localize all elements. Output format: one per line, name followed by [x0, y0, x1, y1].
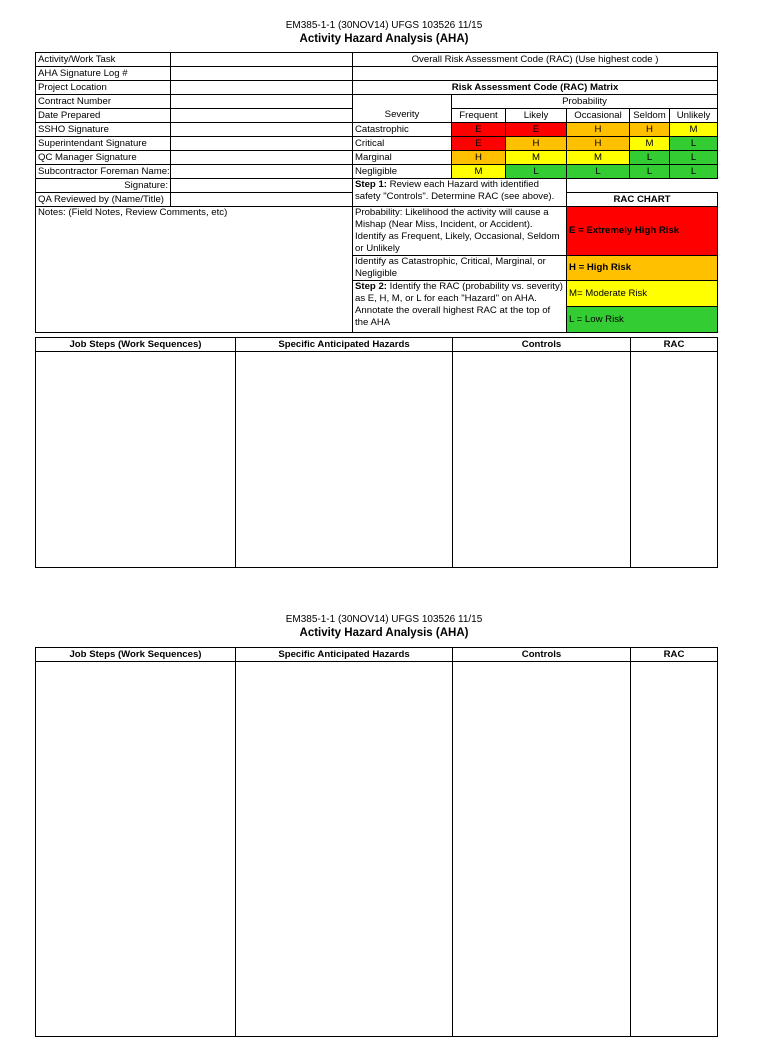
hazards-cell[interactable] — [236, 352, 453, 568]
field-qc-manager-signature-value[interactable] — [171, 151, 353, 165]
field-contract-number-value[interactable] — [171, 95, 353, 109]
aha-form-grid — [35, 52, 718, 333]
rac-cell: L — [567, 165, 630, 179]
field-qa-reviewed-value[interactable] — [171, 193, 353, 207]
job-steps-table — [35, 337, 718, 568]
field-contract-number-label: Contract Number — [36, 95, 171, 109]
rac-cell: L — [630, 151, 670, 165]
hazards-cell[interactable] — [236, 662, 453, 1037]
notes-label: Notes: (Field Notes, Review Comments, etc) — [38, 207, 228, 218]
field-subcontractor-foreman-value[interactable] — [171, 165, 353, 179]
rac-cell-entry[interactable] — [631, 352, 718, 568]
rac-cell: E — [452, 123, 506, 137]
field-superintendant-signature-label: Superintendant Signature — [36, 137, 171, 151]
rac-cell: H — [630, 123, 670, 137]
field-qa-reviewed-label: QA Reviewed by (Name/Title) — [36, 193, 171, 207]
field-qc-manager-signature-label: QC Manager Signature — [36, 151, 171, 165]
field-project-location-value[interactable] — [171, 81, 353, 95]
step2-text — [353, 281, 567, 333]
rac-cell: L — [506, 165, 567, 179]
form-code: EM385-1-1 (30NOV14) UFGS 103526 11/15 — [285, 20, 483, 31]
col-rac: RAC — [631, 648, 718, 662]
field-signature-label: Signature: — [36, 179, 171, 193]
controls-cell[interactable] — [453, 662, 631, 1037]
rac-chart-h: H = High Risk — [567, 256, 718, 281]
step1-spacer — [567, 179, 718, 193]
rac-cell: M — [670, 123, 718, 137]
field-ssho-signature-label: SSHO Signature — [36, 123, 171, 137]
rac-cell: H — [452, 151, 506, 165]
rac-cell: H — [506, 137, 567, 151]
field-signature-log-label: AHA Signature Log # — [36, 67, 171, 81]
field-project-location-label: Project Location — [36, 81, 171, 95]
col-hazards: Specific Anticipated Hazards — [236, 648, 453, 662]
prob-col-occasional: Occasional — [567, 109, 630, 123]
rac-cell: H — [567, 137, 630, 151]
step1-body: Review each Hazard with identified safety "Controls". Determine RAC (see above). — [355, 179, 555, 202]
col-controls: Controls — [453, 338, 631, 352]
step2-body: Identify the RAC (probability vs. severity) as E, H, M, or L for each "Hazard" on AHA. Annotate the overall highest RAC at the top of the AHA — [355, 281, 563, 328]
rac-chart-l: L = Low Risk — [567, 307, 718, 333]
step2-heading: Step 2: — [355, 281, 387, 292]
rac-cell: L — [670, 137, 718, 151]
field-superintendant-signature-value[interactable] — [171, 137, 353, 151]
field-ssho-signature-value[interactable] — [171, 123, 353, 137]
severity-label: Severity — [353, 109, 452, 123]
step1-text — [353, 179, 567, 207]
rac-cell: M — [506, 151, 567, 165]
notes-area[interactable] — [36, 207, 353, 333]
matrix-corner — [353, 95, 452, 109]
overall-rac-value[interactable] — [353, 67, 718, 81]
rac-cell: E — [452, 137, 506, 151]
rac-cell: M — [567, 151, 630, 165]
form-title-page2: Activity Hazard Analysis (AHA) — [299, 627, 469, 639]
prob-col-unlikely: Unlikely — [670, 109, 718, 123]
prob-col-frequent: Frequent — [452, 109, 506, 123]
severity-text: Identify as Catastrophic, Critical, Marginal, or Negligible — [353, 256, 567, 281]
job-steps-table-page2 — [35, 647, 718, 1037]
col-rac: RAC — [631, 338, 718, 352]
severity-row-catastrophic: Catastrophic — [353, 123, 452, 137]
field-date-prepared-value[interactable] — [171, 109, 353, 123]
rac-cell: M — [630, 137, 670, 151]
form-title: Activity Hazard Analysis (AHA) — [299, 33, 469, 45]
rac-chart-m: M= Moderate Risk — [567, 281, 718, 307]
rac-cell: H — [567, 123, 630, 137]
severity-row-negligible: Negligible — [353, 165, 452, 179]
field-activity-value[interactable] — [171, 53, 353, 67]
rac-cell: L — [670, 165, 718, 179]
col-job-steps: Job Steps (Work Sequences) — [36, 648, 236, 662]
rac-cell: E — [506, 123, 567, 137]
severity-row-marginal: Marginal — [353, 151, 452, 165]
probability-text: Probability: Likelihood the activity will cause a Mishap (Near Miss, Incident, or Accident). Identify as Frequent, Likely, Occasional, Seldom or Unlikely — [353, 207, 567, 256]
col-job-steps: Job Steps (Work Sequences) — [36, 338, 236, 352]
rac-cell-entry[interactable] — [631, 662, 718, 1037]
overall-rac-label: Overall Risk Assessment Code (RAC) (Use highest code ) — [353, 53, 718, 67]
rac-chart-e: E = Extremely High Risk — [567, 207, 718, 256]
form-code-page2: EM385-1-1 (30NOV14) UFGS 103526 11/15 — [285, 614, 483, 625]
rac-chart-title: RAC CHART — [567, 193, 718, 207]
rac-cell: L — [630, 165, 670, 179]
field-subcontractor-foreman-label: Subcontractor Foreman Name: — [36, 165, 171, 179]
rac-cell: L — [670, 151, 718, 165]
severity-row-critical: Critical — [353, 137, 452, 151]
matrix-title: Risk Assessment Code (RAC) Matrix — [353, 81, 718, 95]
col-hazards: Specific Anticipated Hazards — [236, 338, 453, 352]
step1-heading: Step 1: — [355, 179, 387, 190]
field-date-prepared-label: Date Prepared — [36, 109, 171, 123]
col-controls: Controls — [453, 648, 631, 662]
job-steps-cell[interactable] — [36, 352, 236, 568]
probability-label: Probability — [452, 95, 718, 109]
rac-cell: M — [452, 165, 506, 179]
job-steps-cell[interactable] — [36, 662, 236, 1037]
controls-cell[interactable] — [453, 352, 631, 568]
prob-col-likely: Likely — [506, 109, 567, 123]
field-activity-label: Activity/Work Task — [36, 53, 171, 67]
field-signature-value[interactable] — [171, 179, 353, 193]
prob-col-seldom: Seldom — [630, 109, 670, 123]
field-signature-log-value[interactable] — [171, 67, 353, 81]
